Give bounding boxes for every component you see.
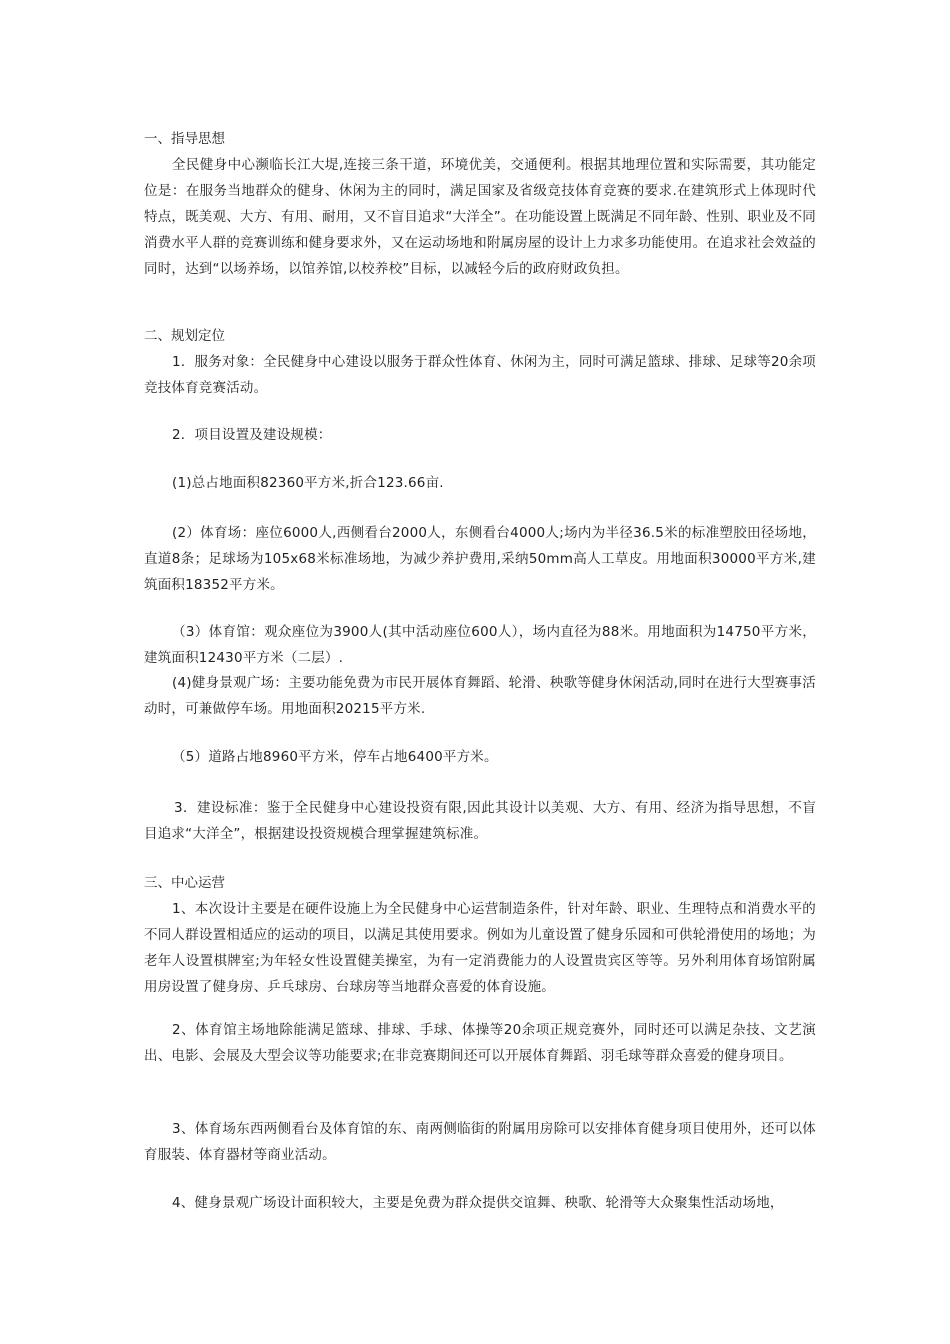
section-1-paragraph: 全民健身中心濒临长江大堤,连接三条干道，环境优美，交通便利。根据其地理位置和实际需要，其功能定位是：在服务当地群众的健身、休闲为主的同时，满足国家及省级竞技体育竞赛的要求.在建筑形式上体现时代特点，既美观、大方、有用、耐用，又不盲目追求“大洋全”。在功能设置上既满足不同年龄、性别、职业及不同消费水平人群的竞赛训练和健身要求外，又在运动场地和附属房屋的设计上力求多功能使用。在追求社会效益的同时，达到“以场养场，以馆养馆,以校养校”目标，以减轻今后的政府财政负担。 (144, 157, 816, 277)
section-3-paragraph-4: 4、健身景观广场设计面积较大，主要是免费为群众提供交谊舞、秧歌、轮滑等大众聚集性活动场地， (172, 1195, 784, 1211)
section-3-heading: 三、中心运营 (144, 875, 225, 891)
section-3-paragraph-2: 2、体育馆主场地除能满足篮球、排球、手球、体操等20余项正规竞赛外，同时还可以满足杂技、文艺演出、电影、会展及大型会议等功能要求;在非竞赛期间还可以开展体育舞蹈、羽毛球等群众喜爱的健身项目。 (144, 1022, 816, 1064)
section-2-sub-3: （3）体育馆：观众座位为3900人(其中活动座位600人），场内直径为88米。用地面积为14750平方米，建筑面积12430平方米（二层）. (144, 624, 816, 666)
section-3-paragraph-3: 3、体育场东西两侧看台及体育馆的东、南两侧临街的附属用房除可以安排体育健身项目使用外，还可以体育服装、体育器材等商业活动。 (144, 1121, 816, 1163)
section-2-item-3: 3．建设标准：鉴于全民健身中心建设投资有限,因此其设计以美观、大方、有用、经济为指导思想，不盲目追求“大洋全”，根据建设投资规模合理掌握建筑标准。 (144, 800, 816, 842)
section-2-heading: 二、规划定位 (144, 328, 225, 344)
section-2-item-2: 2．项目设置及建设规模： (172, 427, 332, 443)
section-1-heading: 一、指导思想 (144, 131, 225, 147)
section-2-sub-5: （5）道路占地8960平方米，停车占地6400平方米。 (172, 749, 498, 765)
section-2-item-1: 1．服务对象：全民健身中心建设以服务于群众性体育、休闲为主，同时可满足篮球、排球、足球等20余项竞技体育竞赛活动。 (144, 354, 816, 396)
section-3-paragraph-1: 1、本次设计主要是在硬件设施上为全民健身中心运营制造条件，针对年龄、职业、生理特点和消费水平的不同人群设置相适应的运动的项目，以满足其使用要求。例如为儿童设置了健身乐园和可供轮滑使用的场地；为老年人设置棋牌室;为年轻女性设置健美操室，为有一定消费能力的人设置贵宾区等等。另外利用体育场馆附属用房设置了健身房、乒乓球房、台球房等当地群众喜爱的体育设施。 (144, 901, 816, 995)
section-2-sub-4: (4)健身景观广场：主要功能免费为市民开展体育舞蹈、轮滑、秧歌等健身休闲活动,同时在进行大型赛事活动时，可兼做停车场。用地面积20215平方米. (144, 675, 816, 717)
section-2-sub-2: (2）体育场：座位6000人,西侧看台2000人，东侧看台4000人;场内为半径36.5米的标准塑胶田径场地，直道8条；足球场为105x68米标准场地，为减少养护费用,采纳50mm高人工草皮。用地面积30000平方米,建筑面积18352平方米。 (144, 525, 816, 593)
section-2-sub-1: (1)总占地面积82360平方米,折合123.66亩. (172, 475, 444, 491)
